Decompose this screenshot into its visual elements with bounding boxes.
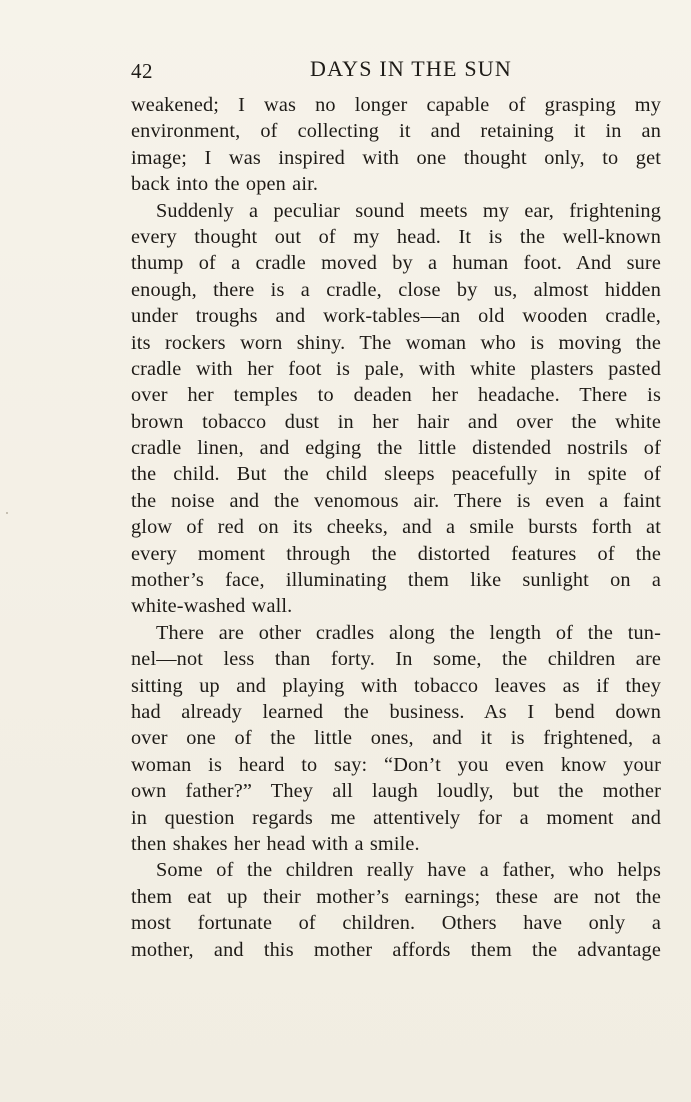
text-line: glow of red on its cheeks, and a smile bursts forth at (131, 516, 661, 539)
text-line: woman is heard to say: “Don’t you even know your (131, 753, 661, 776)
text-line: mother’s face, illuminating them like sunlight on a (131, 569, 661, 592)
text-line: the child. But the child sleeps peacefully in spite of (131, 463, 661, 486)
running-title: DAYS IN THE SUN (310, 56, 512, 81)
text-line: Some of the children really have a father, who helps (156, 859, 661, 882)
text-line: then shakes her head with a smile. (131, 832, 420, 855)
text-line: thump of a cradle moved by a human foot. And sure (131, 252, 661, 275)
body-text (131, 92, 661, 963)
paper-speck (6, 512, 8, 514)
text-line: white-washed wall. (131, 595, 293, 618)
text-line: back into the open air. (131, 173, 319, 196)
text-line: mother, and this mother affords them the advantage (131, 938, 661, 961)
text-line: every moment through the distorted features of the (131, 542, 661, 565)
text-line: weakened; I was no longer capable of grasping my (131, 94, 661, 116)
text-line: over one of the little ones, and it is frightened, a (131, 727, 661, 750)
text-line: nel—not less than forty. In some, the children are (131, 648, 661, 671)
text-line: image; I was inspired with one thought only, to get (131, 146, 661, 169)
text-line: brown tobacco dust in her hair and over the white (131, 410, 661, 433)
page-number: 42 (131, 59, 153, 83)
text-line: over her temples to deaden her headache. There is (131, 384, 661, 407)
text-line: cradle linen, and edging the little distended nostrils of (131, 437, 661, 460)
text-line: its rockers worn shiny. The woman who is moving the (131, 331, 661, 354)
text-line: them eat up their mother’s earnings; these are not the (131, 885, 661, 908)
text-line: in question regards me attentively for a moment and (131, 806, 661, 829)
text-line: sitting up and playing with tobacco leaves as if they (131, 674, 661, 697)
text-line: own father?” They all laugh loudly, but the mother (131, 780, 661, 803)
text-line: There are other cradles along the length of the tun- (156, 621, 661, 644)
text-line: Suddenly a peculiar sound meets my ear, frightening (156, 199, 661, 222)
text-line: environment, of collecting it and retaining it in an (131, 120, 661, 143)
text-line: the noise and the venomous air. There is even a faint (131, 489, 661, 512)
running-head (131, 56, 661, 86)
text-line: enough, there is a cradle, close by us, almost hidden (131, 278, 661, 301)
text-line: cradle with her foot is pale, with white plasters pasted (131, 357, 661, 380)
text-line: every thought out of my head. It is the well-known (131, 225, 661, 248)
text-line: most fortunate of children. Others have only a (131, 912, 661, 935)
text-line: had already learned the business. As I bend down (131, 700, 661, 723)
text-line: under troughs and work-tables—an old wooden cradle, (131, 305, 661, 328)
